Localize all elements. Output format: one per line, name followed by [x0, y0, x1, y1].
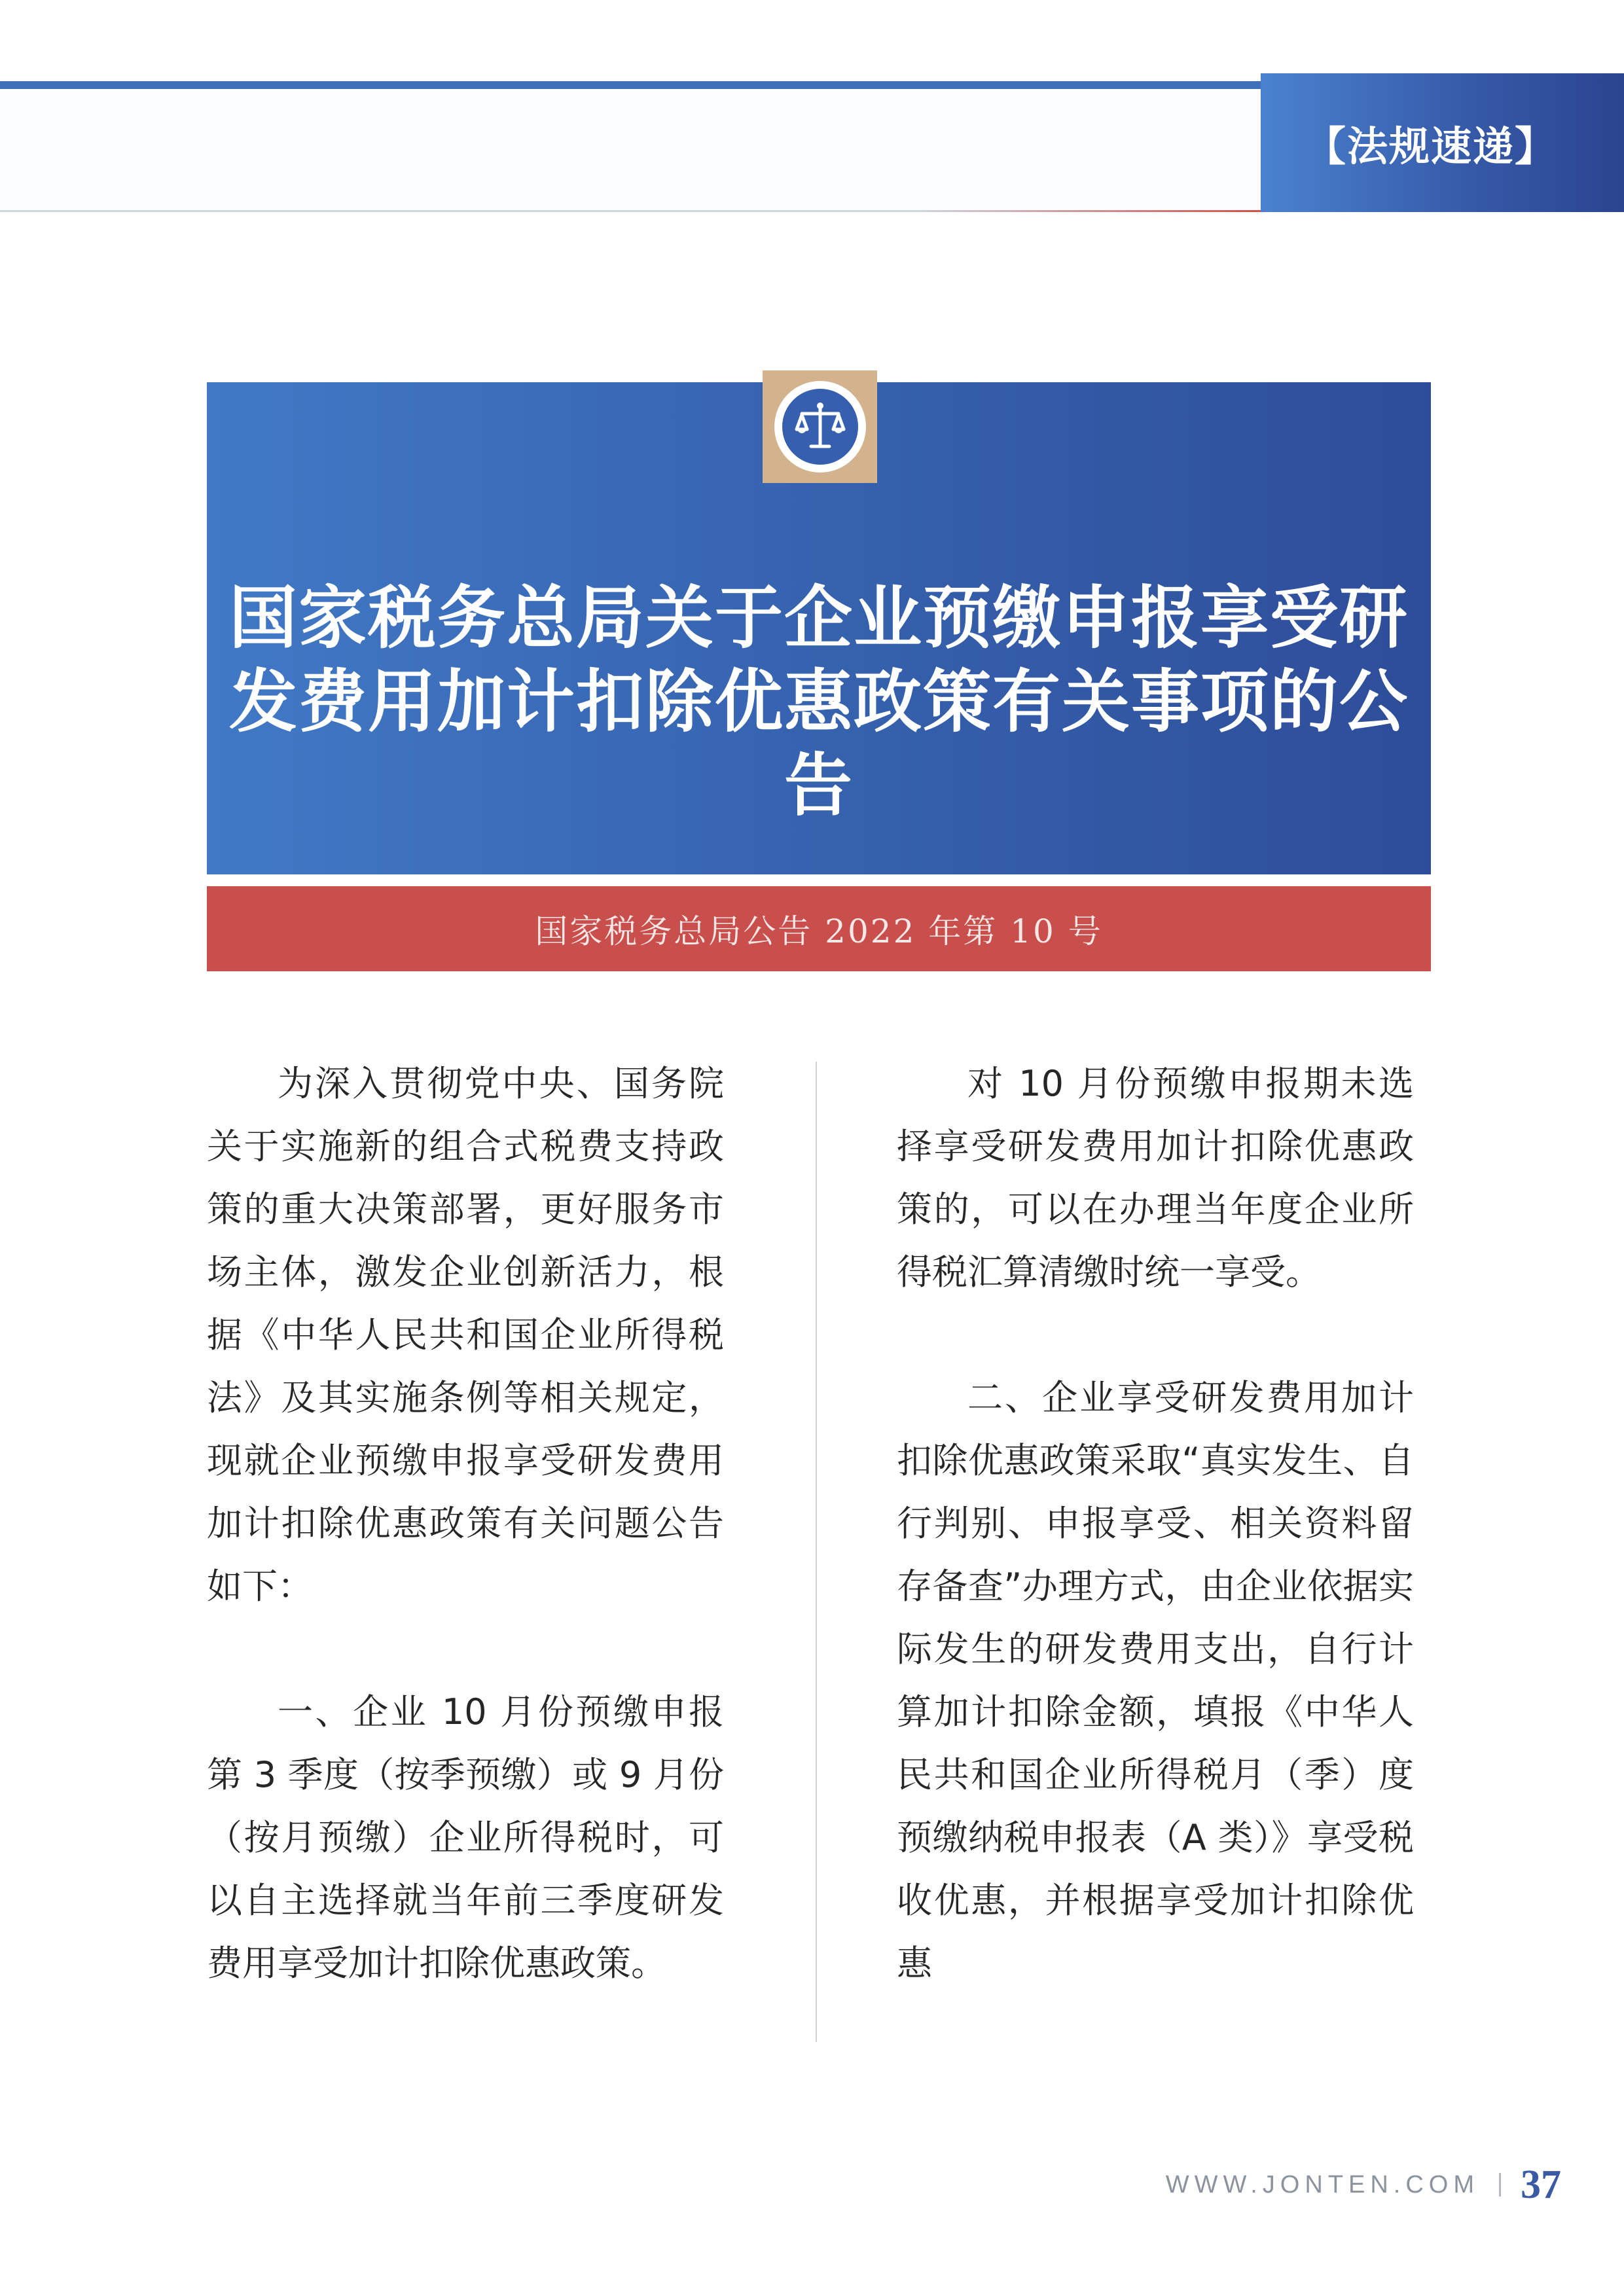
page-footer — [1166, 2159, 1561, 2211]
paragraph: 二、企业享受研发费用加计扣除优惠政策采取“真实发生、自行判别、申报享受、相关资料留存备查”办理方式，由企业依据实际发生的研发费用支出，自行计算加计扣除金额，填报《中华人民共和国企业所得税月（季）度预缴纳税申报表（A 类）》享受税收优惠，并根据享受加计扣除优惠 — [897, 1377, 1414, 1984]
scales-of-justice-icon — [793, 399, 848, 454]
footer-url: WWW.JONTEN.COM — [1165, 2170, 1479, 2198]
column-divider — [816, 1062, 817, 2042]
header-bar — [0, 81, 1261, 212]
paragraph: 为深入贯彻党中央、国务院关于实施新的组合式税费支持政策的重大决策部署，更好服务市场主体，激发企业创新活力，根据《中华人民共和国企业所得税法》及其实施条例等相关规定，现就企业预缴申报享受研发费用加计扣除优惠政策有关问题公告如下： — [207, 1063, 724, 1607]
article-column-left — [207, 1052, 724, 1995]
section-tag-label: 【法规速递】 — [1305, 122, 1557, 170]
document-number-bar — [207, 886, 1431, 971]
document-number: 国家税务总局公告 2022 年第 10 号 — [535, 912, 1103, 950]
section-tag — [1261, 73, 1624, 212]
footer-divider — [1499, 2173, 1501, 2197]
emblem — [763, 370, 877, 483]
article-column-right — [897, 1052, 1414, 1995]
page-number: 37 — [1521, 2162, 1561, 2207]
article-title: 国家税务总局关于企业预缴申报享受研发费用加计扣除优惠政策有关事项的公告 — [228, 578, 1409, 825]
paragraph: 一、企业 10 月份预缴申报第 3 季度（按季预缴）或 9 月份（按月预缴）企业所得税时，可以自主选择就当年前三季度研发费用享受加计扣除优惠政策。 — [207, 1691, 724, 1984]
paragraph: 对 10 月份预缴申报期未选择享受研发费用加计扣除优惠政策的，可以在办理当年度企业所得税汇算清缴时统一享受。 — [897, 1063, 1414, 1293]
